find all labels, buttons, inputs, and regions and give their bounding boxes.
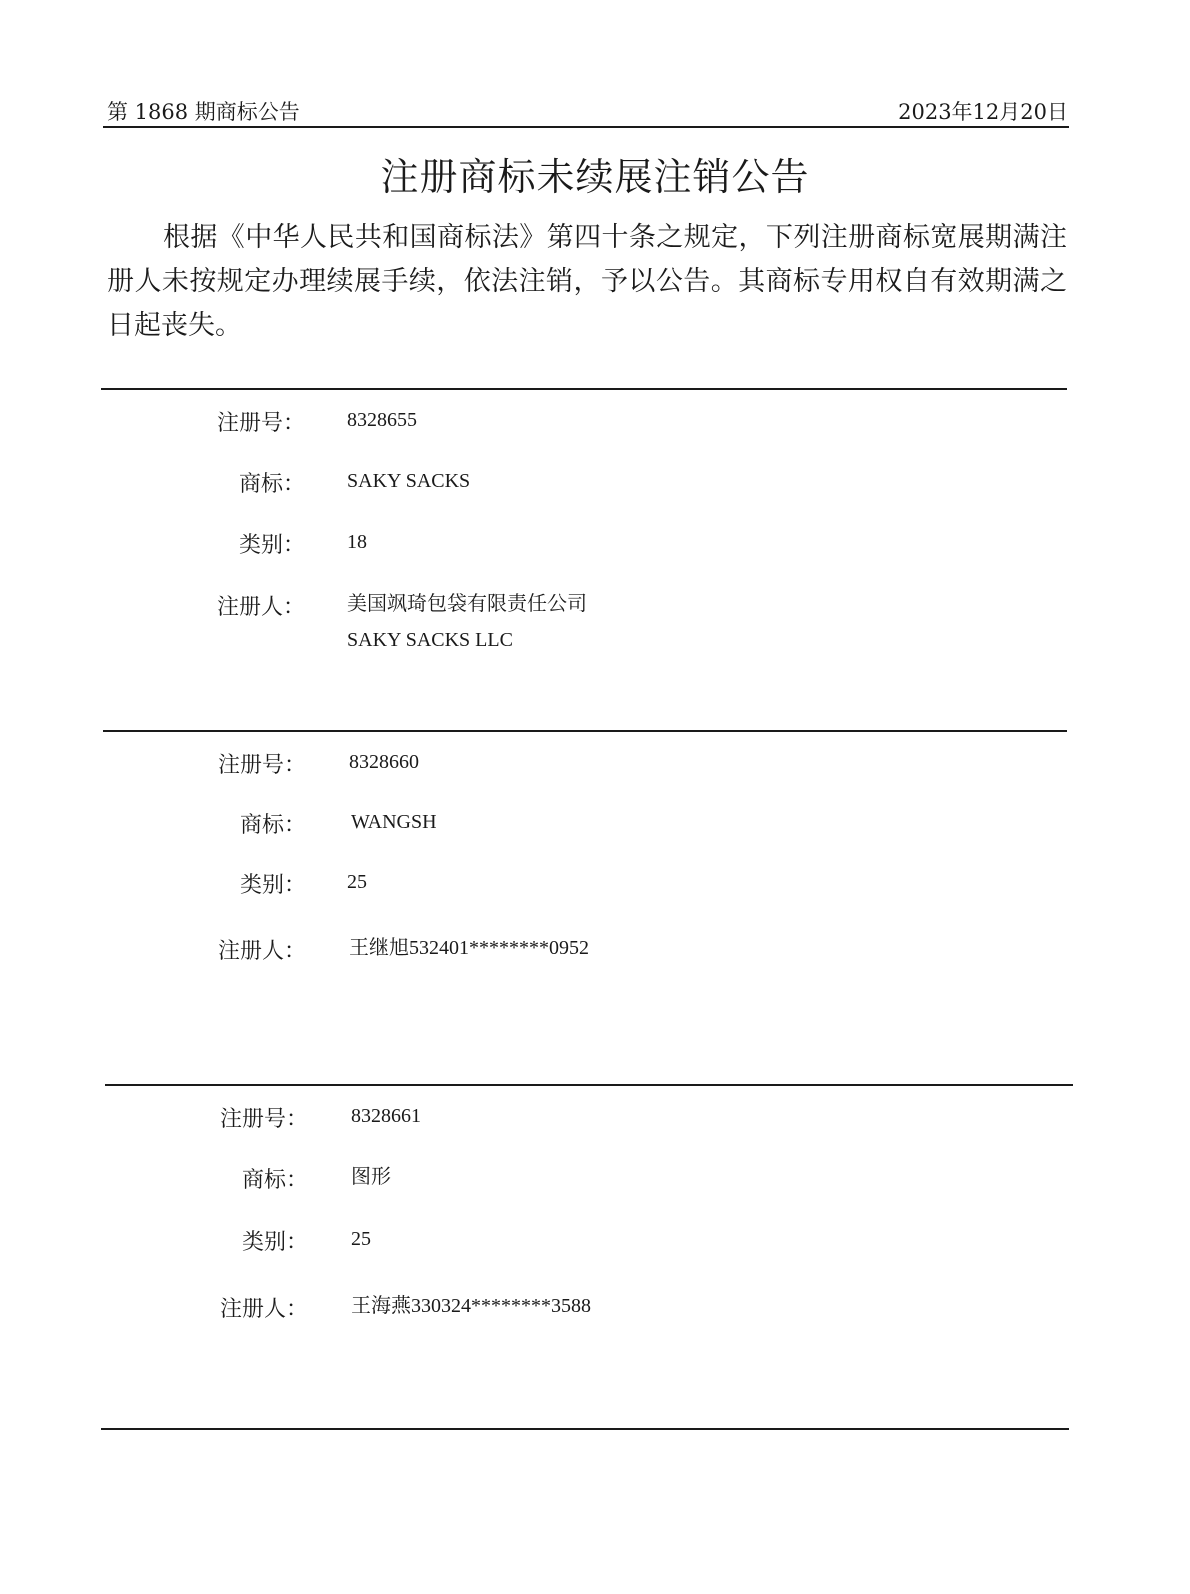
reg-no-value: 8328661 xyxy=(351,1105,421,1127)
mark-label: 商标： xyxy=(239,813,306,838)
registrant-label: 注册人： xyxy=(216,595,305,620)
footer-rule xyxy=(101,1428,1069,1430)
reg-no-label: 注册号： xyxy=(217,753,306,778)
class-label: 类别： xyxy=(238,533,305,558)
class-value: 25 xyxy=(351,1228,371,1250)
registrant-label: 注册人： xyxy=(217,939,306,964)
registrant-value: 王海燕330324********3588 xyxy=(351,1295,591,1317)
mark-label: 商标： xyxy=(238,472,305,497)
issue-number: 第 1868 期商标公告 xyxy=(107,100,300,124)
header-rule xyxy=(103,126,1069,128)
registrant-value-line-2: SAKY SACKS LLC xyxy=(347,629,513,651)
mark-label: 商标： xyxy=(241,1168,308,1193)
registrant-label: 注册人： xyxy=(219,1297,308,1322)
class-label: 类别： xyxy=(241,1230,308,1255)
page-title: 注册商标未续展注销公告 xyxy=(380,155,810,199)
mark-value: 图形 xyxy=(351,1166,391,1188)
registrant-value: 王继旭532401********0952 xyxy=(349,937,589,959)
reg-no-label: 注册号： xyxy=(216,411,305,436)
record-divider xyxy=(103,730,1067,732)
class-label: 类别： xyxy=(239,873,306,898)
mark-value: SAKY SACKS xyxy=(347,470,471,492)
reg-no-label: 注册号： xyxy=(219,1107,308,1132)
mark-value: WANGSH xyxy=(351,811,437,833)
record-divider xyxy=(105,1084,1073,1086)
class-value: 25 xyxy=(347,871,367,893)
issue-date: 2023年12月20日 xyxy=(898,100,1068,124)
intro-paragraph: 根据《中华人民共和国商标法》第四十条之规定，下列注册商标宽展期满注册人未按规定办理续展手续，依法注销，予以公告。其商标专用权自有效期满之日起丧失。 xyxy=(107,222,1067,341)
class-value: 18 xyxy=(347,531,367,553)
record-divider xyxy=(101,388,1067,390)
registrant-value-line-1: 美国飒琦包袋有限责任公司 xyxy=(347,593,587,615)
reg-no-value: 8328660 xyxy=(349,751,419,773)
reg-no-value: 8328655 xyxy=(347,409,417,431)
